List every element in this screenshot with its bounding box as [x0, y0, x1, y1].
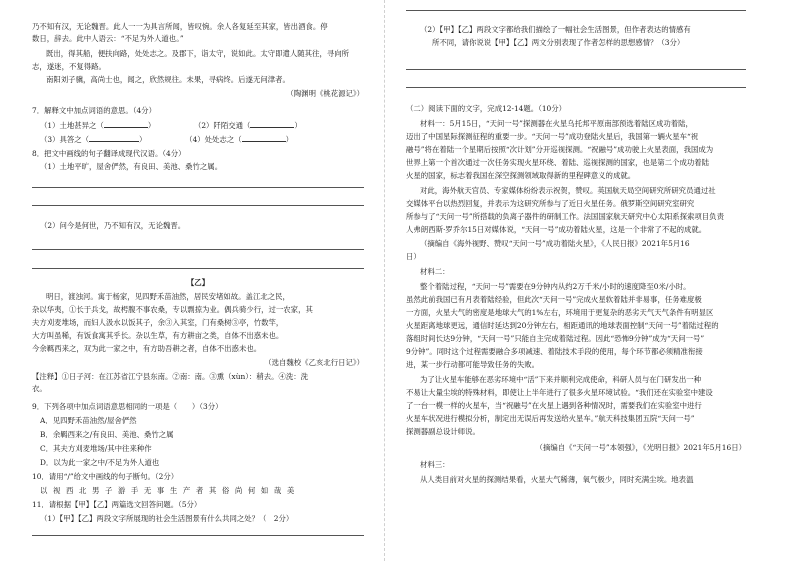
- m2b-line: 探测器副总设计师说。: [406, 427, 480, 436]
- q7-stem: 7．解释文中加点词语的意思。（4分）: [32, 106, 156, 115]
- q7-row-2: （3）具答之（ ） （4）处处志之（ ）: [40, 135, 294, 144]
- m2-line: 落组时间长达9分钟，“天问一号”只能自主完成着陆过程。因此“恐怖9分钟”成为“天问一号”: [406, 334, 705, 343]
- answer-line[interactable]: [32, 535, 364, 536]
- answer-line[interactable]: [406, 69, 746, 70]
- q9-option-b[interactable]: B．余羁西来之/有良田、美池、桑竹之属: [40, 430, 174, 439]
- jia-line: 数日，辞去。此中人语云：“不足为外人道也。”: [32, 34, 184, 43]
- q9-option-a[interactable]: A．见四野禾苗油然/屋舍俨然: [40, 416, 137, 425]
- jia-source: （陶渊明《桃花源记》）: [286, 89, 364, 98]
- answer-line[interactable]: [32, 268, 364, 269]
- yi-line: 明日，渡浊河。寓于杨家，见四野禾苗油然，居民安堵如故。盖江北之民，: [46, 292, 290, 301]
- q7-answer-3[interactable]: [89, 133, 139, 142]
- m1b-line: 交媒体平台以热烈回复，并表示为这研究所参与了近日火星任务。俄罗斯空间研究室研究: [406, 199, 695, 208]
- m2-line: 火星距离地球更远，通信时延达到20分钟左右，相距通讯的地球表面控制“天问一号”着陆过程的: [406, 321, 719, 330]
- m1-line: 世界上第一个首次通过一次任务实现火星环绕、着陆、巡视探测的国家，也是第二个成功着陆: [406, 158, 710, 167]
- q7-answer-4[interactable]: [242, 133, 286, 142]
- column-divider: [384, 0, 385, 561]
- q7-row-1: （1）土地甚异之（ ） （2）阡陌交通（ ）: [40, 121, 302, 130]
- m2b-line: 火星车状况进行模拟分析，制定出无误后再发送给火星车。”航天科技集团五院“天问一号”: [406, 414, 695, 423]
- m1b-line: 人弗朗西斯·罗乔尔15日对媒体说，“天问一号”成功着陆火星，这是一个非常了不起的成就。: [406, 225, 707, 234]
- yi-line: 杂以华夷，①长于兵戈，故枵腹不事农桑，专以剽掠为业。偶兵骑少行，过一农家，其: [32, 305, 313, 314]
- m1-line: 材料一：5月15日，“天问一号”探测器在火星乌托邦平原南部预选着陆区成功着陆，: [420, 119, 693, 128]
- q7-item-3: （3）具答之（: [40, 135, 90, 144]
- q7-item-1: （1）土地甚异之（: [40, 121, 104, 130]
- yi-line: 大方叫虽稀，有饭食寓其乎长。杂以生草，有方耕亩之类，自体不出惑未也。: [32, 331, 284, 340]
- m3-title: 材料三：: [420, 460, 450, 469]
- yi-note-cont: 衣。: [32, 384, 47, 393]
- m2-title: 材料二：: [420, 267, 450, 276]
- q8-stem: 8．把文中画线的句子翻译成现代汉语。（4分）: [32, 149, 186, 158]
- yi-title: 【乙】: [186, 278, 210, 287]
- answer-line[interactable]: [32, 205, 364, 206]
- q8-sentence-2: （2）问今是何世，乃不知有汉，无论魏晋。: [40, 221, 186, 230]
- yi-note: 【注释】①日子河：在江苏省江宁县东南。②南：南。③熏（xùn）：稍去。④洗：洗: [32, 372, 309, 381]
- answer-line[interactable]: [32, 187, 364, 188]
- q11-sub1: （1）【甲】【乙】两段文字所展现的社会生活图景有什么共同之处？（ 2分）: [40, 514, 294, 523]
- q7-answer-2[interactable]: [250, 119, 294, 128]
- q8-sentence-1: （1）土地平旷，屋舍俨然，有良田、美池、桑竹之属。: [40, 162, 223, 171]
- m2-line: 虽然此前我国已有月表着陆经验，但此次“天问一号”完成火星软着陆并非易事，任务难度极: [406, 295, 702, 304]
- q10-sentence[interactable]: 以视西北男子游手无事生产者其俗尚何如哉美: [40, 486, 300, 495]
- q9-stem: 9．下列各项中加点词语意思相同的一项是（ ）（3分）: [32, 402, 223, 411]
- m1-line: 火星的国家，标志着我国在深空探测领域取得新的里程碑意义的成就。: [406, 171, 636, 180]
- q7-answer-1[interactable]: [104, 119, 148, 128]
- yi-source: （选自魏校《乙亥北行日记》）: [264, 358, 364, 367]
- q10-stem: 10．请用“/”给文中画线的句子断句。（2分）: [32, 472, 179, 481]
- m2-line: 进，某一步行动都可能导致任务的失败。: [406, 360, 540, 369]
- m2b-line: 了一台一模一样的火星车，当“祝融号”在火星上遇到各种情况时，需要我们在实验室中进行: [406, 401, 702, 410]
- section2-heading: （二）阅读下面的文字，完成12-14题。（10分）: [406, 104, 567, 113]
- m1b-line: 对此，海外航天官员、专家媒体纷纷表示祝贺，赞叹。英国航天局空间研究所研究员通过社: [420, 186, 716, 195]
- answer-line[interactable]: [406, 87, 746, 88]
- jia-line: 乃不知有汉，无论魏晋。此人一一为具言所闻，皆叹惋。余人各复延至其家，皆出酒食。停: [32, 22, 328, 31]
- q7-item-4: （4）处处志之（: [185, 135, 242, 144]
- m1b-line: 所参与了“天问一号”所搭载的负离子器件的研制工作。法国国家航天研究中心太阳系探索项目负责: [406, 212, 724, 221]
- m1-line: 融号”将在着陆一个星期后按照“次计划”分开巡视探测。“祝融号”成功驶上火星表面，我国成为: [406, 145, 714, 154]
- jia-line: 既出，得其船，便扶向路，处处志之。及郡下，诣太守，说如此。太守即遣人随其往，寻向所: [46, 49, 350, 58]
- q11-sub2-line1: （2）【甲】【乙】两段文字都给我们描绘了一幅社会生活图景，但作者表达的情感有: [420, 25, 691, 34]
- m2b-line: 为了让火星车能够在恶劣环境中“活”下来并顺利完成使命，科研人员与在门研发出一种: [420, 375, 702, 384]
- yi-line: 今余羁西来之，双为此一家之中，有方助吾耕之者，自体不出惑未也。: [32, 344, 262, 353]
- m1-source-cont: 日）: [406, 252, 421, 261]
- q7-item-2: （2）阡陌交通（: [193, 121, 251, 130]
- m2-source: （摘编自《“天问一号”本领强》，《光明日报》2021年5月16日）: [535, 443, 746, 452]
- q9-option-d[interactable]: D．以为此一家之中/不足为外人道也: [40, 458, 160, 467]
- m2-line: 9分钟”。同时这个过程需要融合多项减速、着陆技术手段的使用，每个环节都必须精准衔接: [406, 347, 703, 356]
- m2-line: 一方面，火星大气的密度是地球大气的1%左右，环境用于更复杂的恶劣天气天气条件有明显区: [406, 308, 714, 317]
- jia-line: 南阳刘子骥，高尚士也，闻之，欣然规往。未果，寻病终。后遂无问津者。: [46, 75, 290, 84]
- q9-option-c[interactable]: C．其夫方刈麦堆场/其中往来种作: [40, 444, 152, 453]
- m2-line: 整个着陆过程，“天问一号”需要在9分钟内从约2万千米/小时的速度降至0米/小时。: [420, 282, 691, 291]
- m1-source: （摘编自《海外视野、赞叹“天问一号”成功着陆火星》，《人民日报》2021年5月16: [420, 239, 690, 248]
- m3-line: 从人类目前对火星的探测结果看，火星大气稀薄，氧气极少，同时充满尘埃。地表温: [420, 475, 694, 484]
- answer-line[interactable]: [406, 10, 746, 11]
- m1-line: 迈出了中国星际探测征程的重要一步。“天问一号”成功登陆火星后，我国第一辆火星车“祝: [406, 132, 699, 141]
- q11-sub2-line2: 所不同，请你说说【甲】【乙】两文分别表现了作者怎样的思想感情？（3分）: [432, 38, 685, 47]
- jia-line: 志，遂迷，不复得路。: [32, 62, 106, 71]
- q11-stem: 11．请根据【甲】【乙】两篇选文回答问题。（5分）: [32, 500, 202, 509]
- yi-line: 夫方刈麦堆场，而妇人汲水以饭其子，余③入其室，门有桑树③亭，竹数竿，: [32, 318, 284, 327]
- m2b-line: 不易让大量尘埃的特殊材料，即使让上半年进行了很多火星环境试验。“我们还在实验室中建设: [406, 388, 713, 397]
- answer-line[interactable]: [32, 249, 364, 250]
